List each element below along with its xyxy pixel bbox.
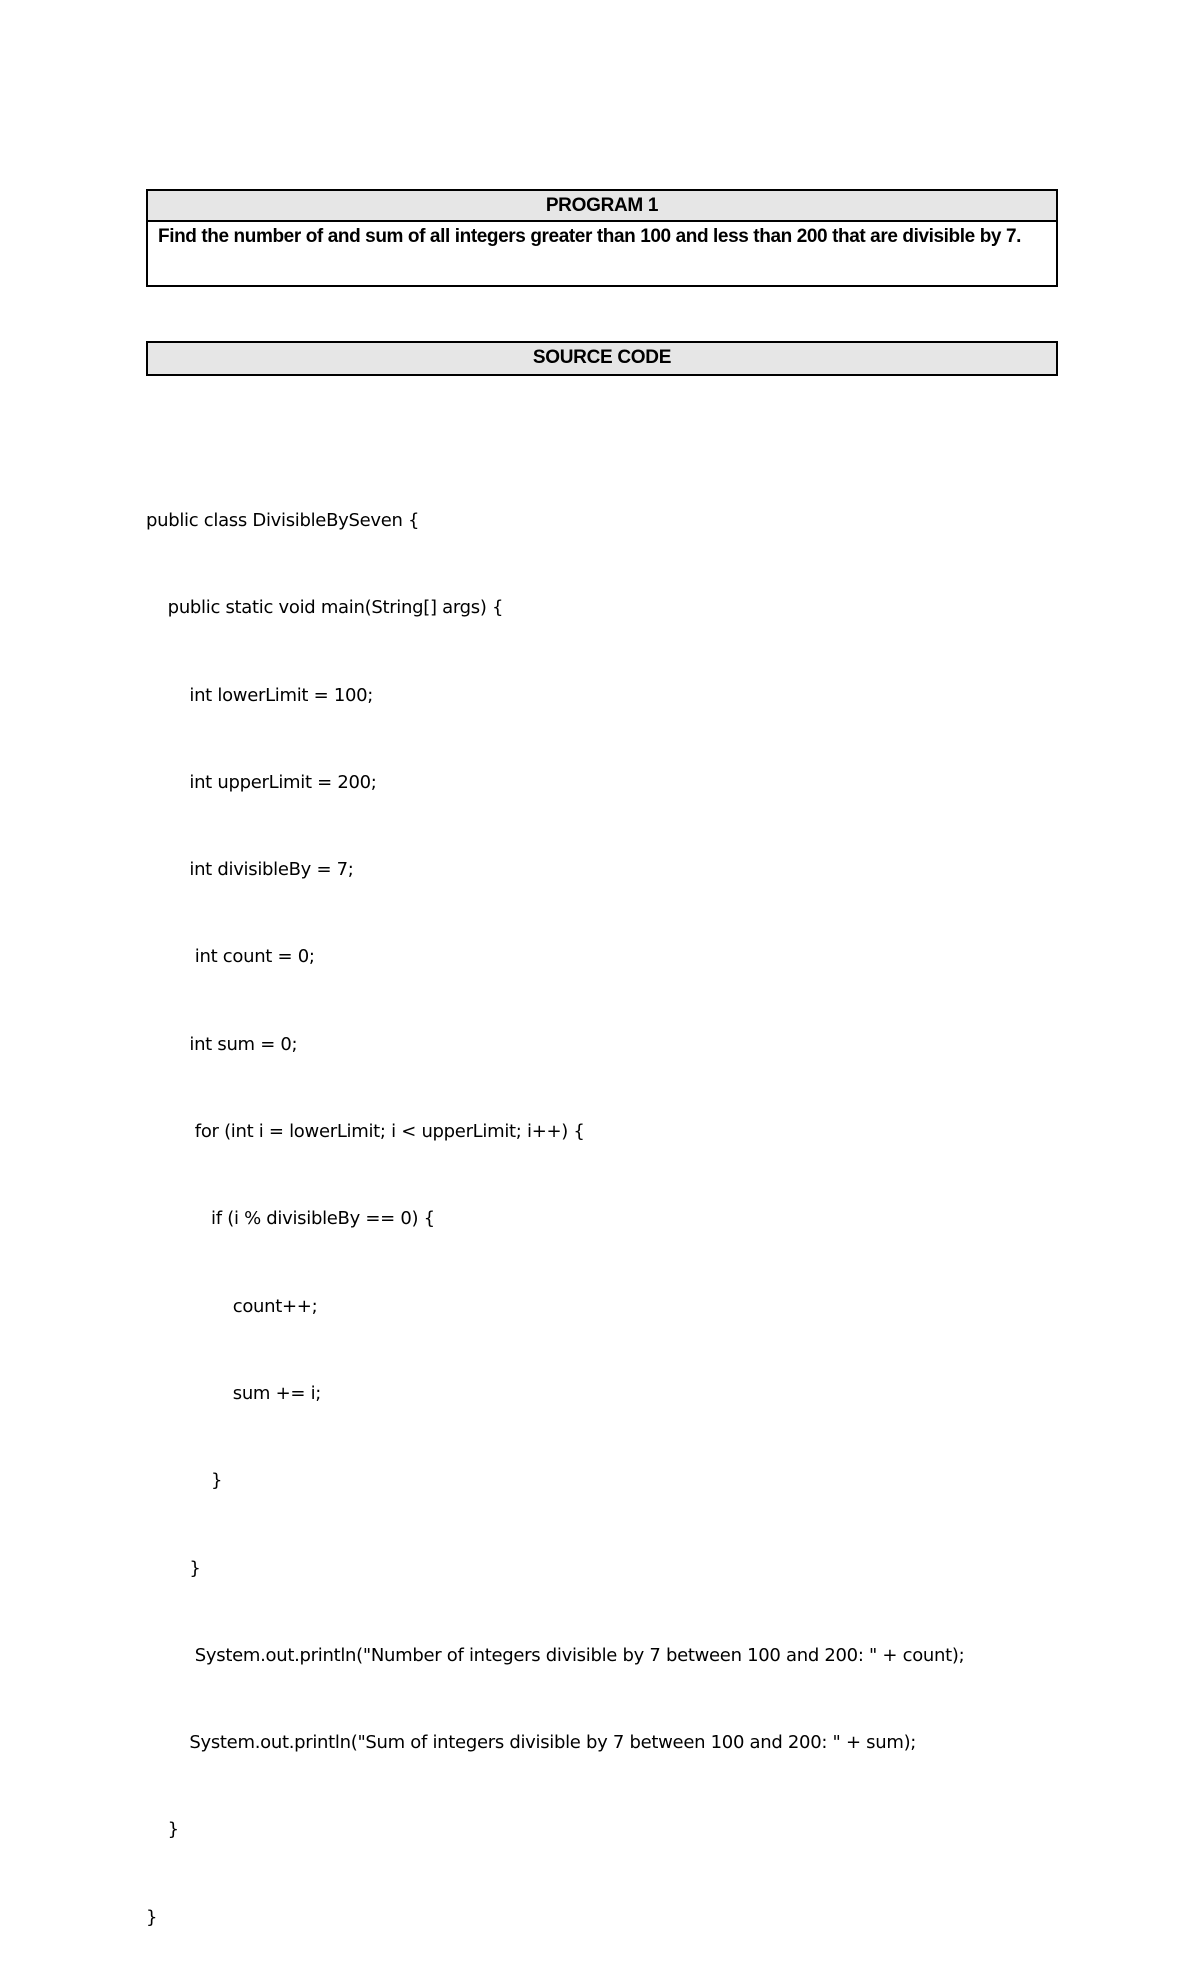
program-description: Find the number of and sum of all integers greater than 100 and less than 200 that are divisible by 7. <box>158 226 1021 247</box>
code-block <box>146 465 1058 1970</box>
source-code-box <box>146 341 1058 376</box>
code-line: } <box>146 1819 179 1841</box>
code-line: if (i % divisibleBy == 0) { <box>146 1208 435 1230</box>
program-box <box>146 189 1058 287</box>
code-line: count++; <box>146 1295 318 1317</box>
code-line: int sum = 0; <box>146 1033 298 1055</box>
code-line: int upperLimit = 200; <box>146 771 377 793</box>
code-line: System.out.println("Number of integers divisible by 7 between 100 and 200: " + count); <box>146 1644 965 1666</box>
code-line: } <box>146 1906 158 1928</box>
code-line: for (int i = lowerLimit; i < upperLimit; i++) { <box>146 1121 585 1143</box>
code-line: int divisibleBy = 7; <box>146 859 354 881</box>
source-code-title: SOURCE CODE <box>148 343 1056 374</box>
code-line: int lowerLimit = 100; <box>146 684 374 706</box>
code-line: public static void main(String[] args) { <box>146 597 504 619</box>
code-line: public class DivisibleBySeven { <box>146 510 420 531</box>
code-line: int count = 0; <box>146 946 315 968</box>
code-line: } <box>146 1470 223 1492</box>
code-line: System.out.println("Sum of integers divisible by 7 between 100 and 200: " + sum); <box>146 1732 917 1754</box>
code-line: } <box>146 1557 201 1579</box>
program-title: PROGRAM 1 <box>148 191 1056 222</box>
code-line: sum += i; <box>146 1382 322 1404</box>
